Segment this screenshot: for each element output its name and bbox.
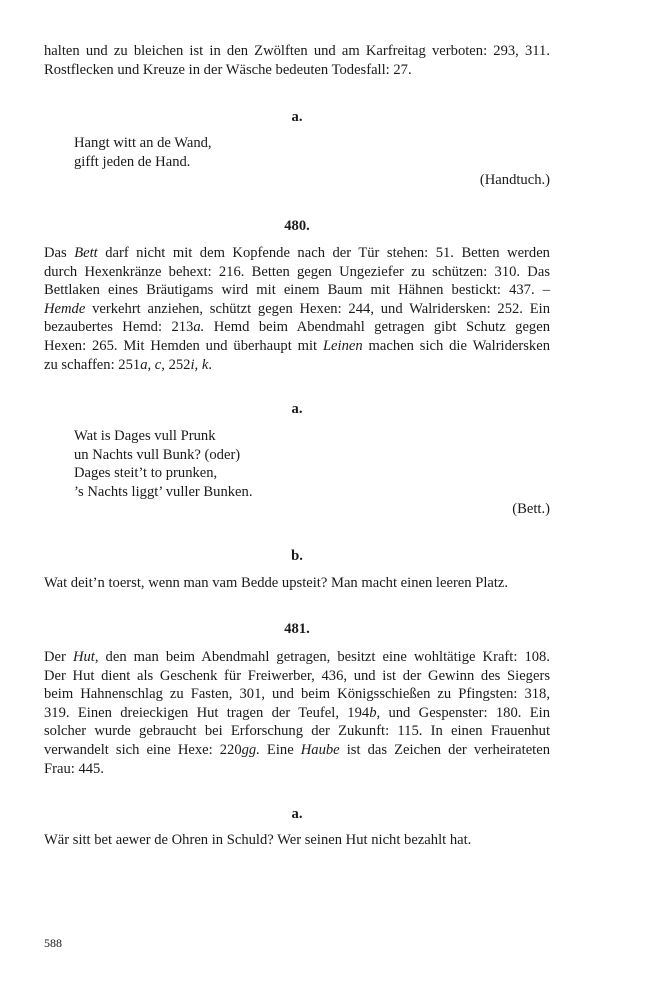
continuation-paragraph [44, 42, 550, 79]
text-line: Hexen: 265. Mit Hemden und überhaupt mit Leinen machen sich die Walridersken [44, 337, 550, 354]
text-line: Der Hut dient als Geschenk für Freiwerber, 436, und ist der Gewinn des Siegers [44, 667, 550, 684]
page-number: 588 [44, 936, 62, 950]
text-line: Rostflecken und Kreuze in der Wäsche bedeuten Todesfall: 27. [44, 61, 412, 78]
section-heading: a. [291, 401, 303, 417]
keyword: Haube [300, 741, 340, 758]
verse-line: Hangt witt an de Wand, [74, 135, 212, 151]
entry-paragraph [44, 648, 550, 778]
text-line: Der Hut, den man beim Abendmahl getragen, besitzt eine wohltätige Kraft: 108. [44, 649, 550, 665]
section-heading: b. [291, 548, 303, 564]
keyword: Leinen [322, 337, 363, 354]
text-line: Frau: 445. [44, 760, 104, 777]
keyword: Bett [74, 245, 98, 261]
verse-line: un Nachts vull Bunk? (oder) [74, 446, 241, 463]
riddle-answer: (Handtuch.) [479, 172, 550, 188]
text-line: halten und zu bleichen ist in den Zwölften und am Karfreitag verboten: 293, 311. [44, 43, 550, 59]
verse-line: Wat is Dages vull Prunk [74, 428, 216, 444]
text-line: 319. Einen dreieckigen Hut tragen der Teufel, 194b, und Gespenster: 180. Ein [44, 704, 550, 721]
verse-line: Dages steit’t to prunken, [74, 465, 218, 482]
section-heading: a. [291, 109, 303, 125]
text-line: beim Hahnenschlag zu Fasten, 301, und beim Königsschießen zu Pfingsten: 318, [44, 686, 550, 703]
riddle-verse [74, 427, 494, 501]
text-line: zu schaffen: 251a, c, 252i, k. [44, 356, 212, 373]
riddle-answer: (Bett.) [512, 501, 550, 517]
riddle-text: Wat deit’n toerst, wenn man vam Bedde upsteit? Man macht einen leeren Platz. [44, 575, 509, 591]
text-line: Bettlaken eines Bräutigams wird mit einem Baum mit Hähnen bestickt: 437. – [44, 282, 550, 299]
riddle-text: Wär sitt bet aewer de Ohren in Schuld? Wer seinen Hut nicht bezahlt hat. [44, 832, 472, 848]
keyword: Hut, [72, 649, 99, 665]
text-line: Hemde verkehrt anziehen, schützt gegen Hexen: 244, und Walridersken: 252. Ein [44, 300, 550, 317]
entry-number: 480. [284, 218, 310, 234]
entry-paragraph [44, 244, 550, 374]
text-line: solcher wurde gebraucht bei Erforschung der Zukunft: 115. In einen Frauenhut [44, 723, 550, 740]
verse-line: gifft jeden de Hand. [74, 153, 191, 170]
section-heading: a. [291, 806, 303, 822]
riddle-verse [74, 134, 494, 171]
verse-line: ’s Nachts liggt’ vuller Bunken. [74, 483, 253, 500]
text-line: durch Hexenkränze behext: 216. Betten gegen Ungeziefer zu schützen: 310. Das [44, 263, 550, 280]
text-line: bezaubertes Hemd: 213a. Hemd beim Abendmahl getragen gibt Schutz gegen [44, 319, 551, 336]
text-line: verwandelt sich eine Hexe: 220gg. Eine Haube ist das Zeichen der verheirateten [44, 741, 550, 758]
entry-number: 481. [284, 621, 310, 637]
text-line: Das Bett darf nicht mit dem Kopfende nach der Tür stehen: 51. Betten werden [44, 245, 550, 261]
keyword: Hemde [44, 300, 86, 317]
